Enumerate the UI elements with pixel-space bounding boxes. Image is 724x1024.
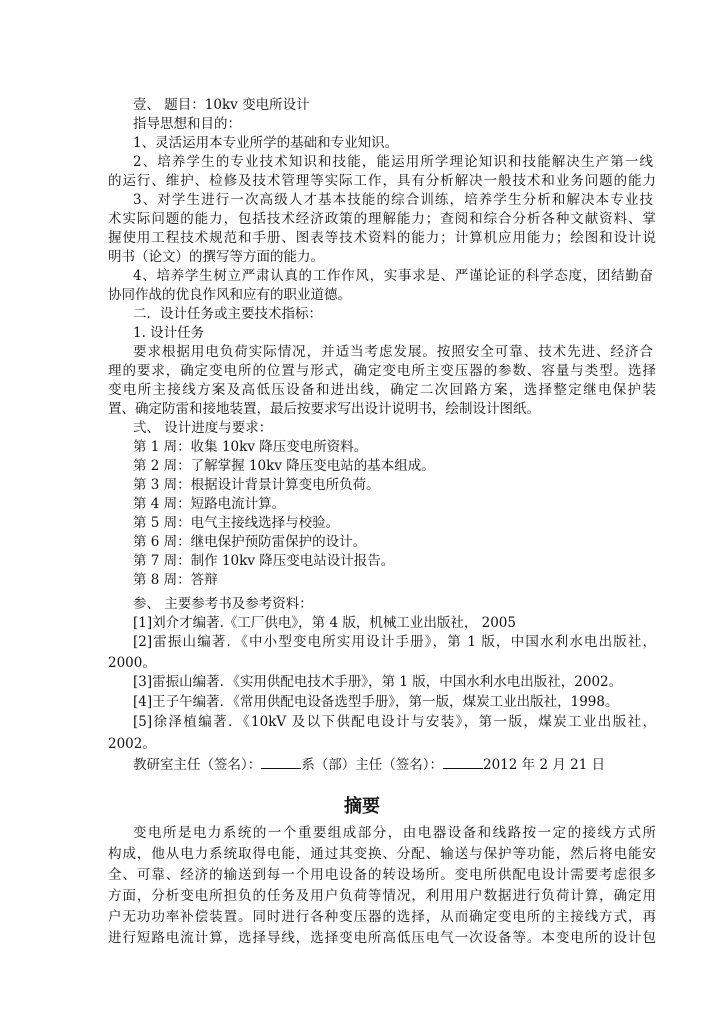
reference-item: [5]徐泽植编著．《10kV 及以下供配电设计与安装》，第一版，煤炭工业出版社， bbox=[133, 714, 656, 730]
text-line: 置、确定防雷和接地装置，最后按要求写出设计说明书，绘制设计图纸。 bbox=[108, 401, 540, 417]
text-line: 明书（论文）的撰写等方面的能力。 bbox=[108, 249, 324, 265]
abstract-line: 全、可靠、经济的输送到每一个用电设备的转设场所。变电所供配电设计需要考虑很多 bbox=[108, 867, 656, 883]
text-line: 理的要求，确定变电所的位置与形式，确定变电所主变压器的参数、容量与类型。选择 bbox=[108, 363, 656, 379]
reference-item: 2002。 bbox=[108, 736, 156, 752]
abstract-line: 方面，分析变电所担负的任务及用户负荷等情况，利用用户数据进行负荷计算，确定用 bbox=[108, 888, 656, 904]
reference-item: [2]雷振山编著．《中小型变电所实用设计手册》，第 1 版，中国水利水电出版社， bbox=[133, 634, 656, 650]
week-item: 第 4 周：短路电流计算。 bbox=[133, 496, 286, 512]
text-line: 4、培养学生树立严肃认真的工作作风，实事求是、严谨论证的科学态度，团结勤奋 bbox=[133, 268, 653, 284]
reference-item: [4]王子午编著．《常用供配电设备选型手册》，第一版，煤炭工业出版社，1998。 bbox=[133, 694, 619, 710]
text-line: 变电所主接线方案及高低压设备和进出线，确定二次回路方案，选择整定继电保护装 bbox=[108, 382, 656, 398]
text-line: 3、对学生进行一次高级人才基本技能的综合训练，培养学生分析和解决本专业技 bbox=[133, 192, 653, 208]
signature-date: 2012 年 2 月 21 日 bbox=[483, 757, 606, 773]
text-line: 术实际问题的能力，包括技术经济政策的理解能力；查阅和综合分析各种文献资料、掌 bbox=[108, 211, 656, 227]
week-item: 第 1 周：收集 10kv 降压变电所资料。 bbox=[133, 439, 368, 455]
text-line: 握使用工程技术规范和手册、图表等技术资料的能力；计算机应用能力；绘图和设计说 bbox=[108, 230, 656, 246]
abstract-line: 变电所是电力系统的一个重要组成部分，由电器设备和线路按一定的接线方式所 bbox=[133, 825, 656, 841]
week-item: 第 7 周：制作 10kv 降压变电站设计报告。 bbox=[133, 553, 395, 569]
section2-heading: 二．设计任务或主要技术指标： bbox=[133, 306, 322, 322]
text-line: 1、灵活运用本专业所学的基础和专业知识。 bbox=[133, 135, 399, 151]
signature-label-2: 系（部）主任（签名）： bbox=[301, 757, 443, 773]
abstract-line: 进行短路电流计算，选择导线，选择变电所高低压电气一次设备等。本变电所的设计包 bbox=[108, 930, 656, 946]
week-item: 第 5 周：电气主接线选择与校验。 bbox=[133, 515, 340, 531]
reference-item: 2000。 bbox=[108, 655, 156, 671]
section2-sub: 1. 设计任务 bbox=[133, 325, 205, 341]
section3-heading: 弍、 设计进度与要求： bbox=[133, 420, 273, 436]
text-line: 2、培养学生的专业技术知识和技能，能运用所学理论知识和技能解决生产第一线 bbox=[133, 154, 653, 170]
abstract-title: 摘要 bbox=[344, 796, 380, 817]
text-line: 要求根据用电负荷实际情况，并适当考虑发展。按照安全可靠、技术先进、经济合 bbox=[133, 344, 653, 360]
section4-heading: 参、 主要参考书及参考资料： bbox=[133, 596, 313, 612]
abstract-line: 户无功功率补偿装置。同时进行各种变压器的选择，从而确定变电所的主接线方式，再 bbox=[108, 909, 656, 925]
week-item: 第 3 周：根据设计背景计算变电所负荷。 bbox=[133, 477, 380, 493]
section1-heading: 壹、 题目：10kv 变电所设计 bbox=[133, 97, 310, 113]
week-item: 第 2 周：了解掌握 10kv 降压变电站的基本组成。 bbox=[133, 458, 435, 474]
signature-line bbox=[133, 755, 605, 774]
guide-label: 指导思想和目的： bbox=[133, 116, 241, 132]
signature-blank-2 bbox=[443, 755, 483, 769]
week-item: 第 8 周：答辩 bbox=[133, 572, 218, 588]
reference-item: [3]雷振山编著．《实用供配电技术手册》，第 1 版，中国水利水电出版社，2002。 bbox=[133, 674, 623, 690]
signature-label-1: 教研室主任（签名）： bbox=[133, 757, 262, 773]
signature-blank-1 bbox=[261, 755, 301, 769]
reference-item: [1]刘介才编著.《工厂供电》，第 4 版，机械工业出版社， 2005 bbox=[133, 615, 516, 631]
text-line: 的运行、维护、检修及技术管理等实际工作，具有分析解决一般技术和业务问题的能力 bbox=[108, 173, 656, 189]
week-item: 第 6 周：继电保护预防雷保护的设计。 bbox=[133, 534, 367, 550]
text-line: 协同作战的优良作风和应有的职业道德。 bbox=[108, 287, 351, 303]
abstract-line: 构成，他从电力系统取得电能，通过其变换、分配、输送与保护等功能，然后将电能安 bbox=[108, 846, 656, 862]
